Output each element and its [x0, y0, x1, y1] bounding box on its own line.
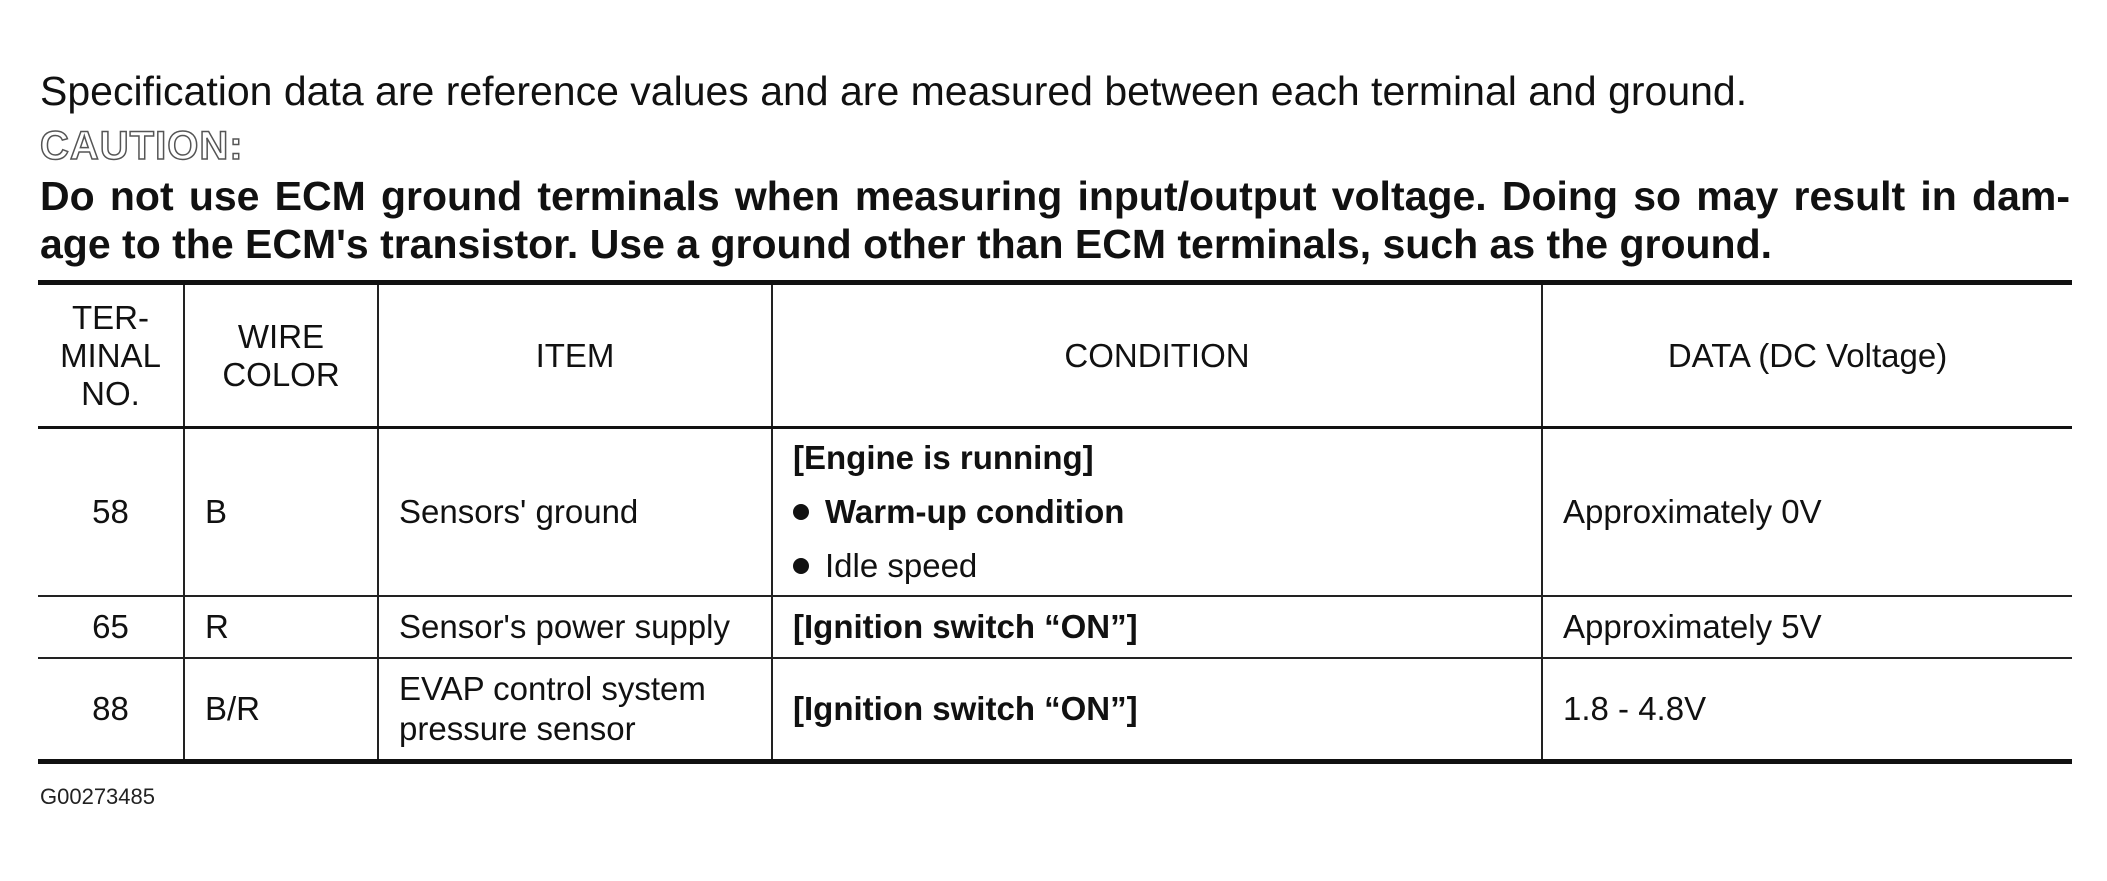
- header-terminal-line-1: TER-: [72, 298, 149, 336]
- header-wire-color: [184, 283, 378, 428]
- header-terminal-no: [38, 283, 184, 428]
- item-text: Sensor's power supply: [399, 608, 730, 645]
- item-text-line-1: EVAP control system: [399, 670, 706, 707]
- item-cell: [378, 596, 772, 658]
- wire-color: B/R: [184, 658, 378, 762]
- caution-text: [40, 172, 2070, 268]
- condition-cell: [772, 428, 1542, 597]
- terminal-spec-table: [38, 280, 2072, 764]
- data-value: 1.8 - 4.8V: [1542, 658, 2072, 762]
- condition-bullet-text: Idle speed: [825, 547, 978, 584]
- terminal-number: 88: [38, 658, 184, 762]
- terminal-number: 65: [38, 596, 184, 658]
- header-condition: CONDITION: [772, 283, 1542, 428]
- condition-title: [Ignition switch “ON”]: [772, 596, 1542, 658]
- table-header-row: [38, 283, 2072, 428]
- wire-color: B: [184, 428, 378, 597]
- condition-bullet-item: [793, 485, 1521, 539]
- item-text: Sensors' ground: [399, 493, 639, 530]
- intro-text: Specification data are reference values and are measured between each terminal and ground.: [40, 68, 1748, 114]
- table-row: [38, 428, 2072, 597]
- header-terminal-line-3: NO.: [81, 374, 140, 412]
- caution-heading: CAUTION:: [40, 124, 244, 168]
- bullet-icon: [793, 504, 809, 520]
- caution-line-1: Do not use ECM ground terminals when measuring input/output voltage. Doing so may result in dam-: [40, 173, 2070, 219]
- header-wire-line-2: COLOR: [222, 355, 340, 393]
- figure-code: G00273485: [40, 784, 155, 809]
- condition-title: [Engine is running]: [793, 439, 1094, 476]
- item-cell: [378, 428, 772, 597]
- header-data: DATA (DC Voltage): [1542, 283, 2072, 428]
- condition-title: [Ignition switch “ON”]: [772, 658, 1542, 762]
- terminal-number: 58: [38, 428, 184, 597]
- header-wire-line-1: WIRE: [237, 317, 325, 355]
- header-item: ITEM: [378, 283, 772, 428]
- caution-line-2: age to the ECM's transistor. Use a ground other than ECM terminals, such as the ground.: [40, 221, 1773, 267]
- condition-bullet-text: Warm-up condition: [825, 493, 1125, 530]
- data-value: Approximately 5V: [1542, 596, 2072, 658]
- item-text-line-2: pressure sensor: [399, 710, 636, 747]
- header-terminal-line-2: MINAL: [60, 336, 161, 374]
- bullet-icon: [793, 558, 809, 574]
- table-row: [38, 596, 2072, 658]
- data-value: Approximately 0V: [1542, 428, 2072, 597]
- wire-color: R: [184, 596, 378, 658]
- item-cell: [378, 658, 772, 762]
- condition-bullet-item: [793, 539, 1521, 593]
- table-row: [38, 658, 2072, 762]
